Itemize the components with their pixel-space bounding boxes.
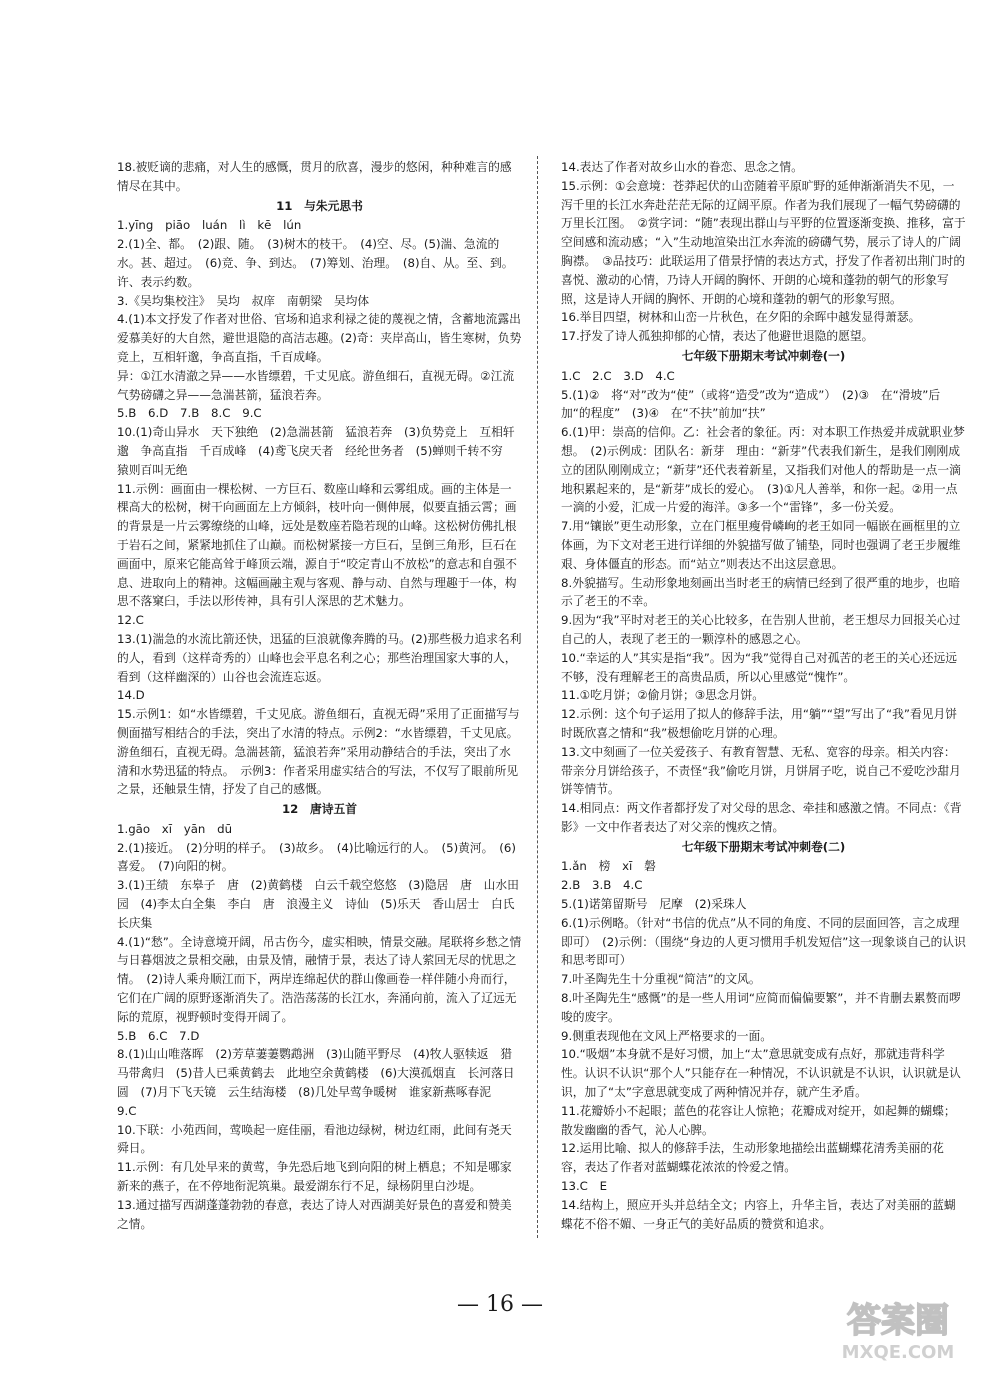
answer-line: 8.外貌描写。生动形象地刻画出当时老王的病情已经到了很严重的地步，也暗示了老王的不幸。 — [561, 575, 960, 609]
answer-line: 14.D — [117, 688, 145, 703]
answer-line: 17.抒发了诗人孤独抑郁的心情，表达了他避世退隐的愿望。 — [561, 329, 874, 344]
answer-line: 13.C E — [561, 1179, 608, 1194]
answer-line: 15.示例：①会意境：苍莽起伏的山峦随着平原旷野的延伸渐渐消失不见，一泻千里的长江水奔赴茫茫无际的辽阔平原。作者为我们展现了一幅气势磅礴的万里长江图。 ②赏字词：“随”表现出群山与平野的位置逐渐变换、推移，富于空间感和流动感；“入”生动地渲染出江水奔流的磅礴气势，展示了诗人的广阔胸襟。 ③品技巧：此联运用了借景抒情的表达方式，抒发了作者初出荆门时的喜悦、激动的心情，乃诗人开阔的胸怀、开朗的心境和蓬勃的朝气的形象写照，这是诗人开阔的胸怀、开朗的心境和蓬勃的朝气的形象写照。 — [561, 178, 966, 306]
answer-line: 1.yīng piāo luán lì kē lún — [117, 218, 302, 233]
answer-line: 11.①吃月饼；②偷月饼；③思念月饼。 — [561, 688, 765, 703]
answer-line: 11.示例：有几处早来的黄莺，争先恐后地飞到向阳的树上栖息；不知是哪家新来的燕子，在不停地衔泥筑巢。最爱湖东行不足，绿杨阴里白沙堤。 — [117, 1160, 512, 1194]
column-divider — [537, 156, 538, 1238]
answer-line: 18.被贬谪的悲痛，对人生的感慨，贯月的欣喜，漫步的悠闲，种种难言的感情尽在其中。 — [117, 160, 512, 193]
watermark-logo — [808, 1296, 988, 1366]
answer-line: 9.侧重表现他在文风上严格要求的一面。 — [561, 1028, 772, 1043]
answer-line: 5.B 6.C 7.D — [117, 1028, 200, 1043]
left-column — [117, 158, 522, 1233]
section-heading: 11 与朱元思书 — [276, 198, 363, 213]
answer-line: 6.(1)甲：崇高的信仰。乙：社会者的象征。丙：对本职工作热爱并成就职业梦想。 (2)示例成：团队名：新芽 理由：“新芽”代表我们新生，是我们刚刚成立的团队刚刚成立；“新芽”还代表着新星，又指我们对他人的帮助是一点一滴地积累起来的，是“新芽”成长的爱心。 (3)①凡人善举，和你一起。②用一点一滴的小爱，汇成一片爱的海洋。③多一个“雷锋”，多一份关爱。 — [561, 425, 965, 515]
watermark-domain: MXQE.COM — [841, 1342, 955, 1363]
answer-line: 13.(1)湍急的水流比箭还快，迅猛的巨浪就像奔腾的马。(2)那些极力追求名利的人，看到（这样奇秀的）山峰也会平息名利之心；那些治理国家大事的人，看到（这样幽深的）山谷也会流连忘返。 — [117, 631, 522, 684]
answer-line: 2.(1)全、都。 (2)跟、随。 (3)树木的枝干。 (4)空、尽。(5)湍、急流的水。甚、超过。 (6)竞、争、到达。 (7)筹划、治理。 (8)自、从。至、到。许、表示约数。 — [117, 237, 514, 289]
answer-line: 14.表达了作者对故乡山水的眷恋、思念之情。 — [561, 160, 803, 174]
answer-line: 异：①江水清澈之异——水皆缥碧，千丈见底。游鱼细石，直视无碍。②江流气势磅礴之异——急湍甚箭，猛浪若奔。 — [117, 368, 515, 402]
answer-line: 9.因为“我”平时对老王的关心比较多，在告别人世前，老王想尽力回报关心过自己的人，表现了老王的一颗淳朴的感恩之心。 — [561, 613, 961, 646]
answer-line: 8.叶圣陶先生“感慨”的是一些人用词“应简而偏偏要繁”，并不肯删去累赘而啰唆的废字。 — [561, 991, 961, 1024]
answer-line: 10.下联：小苑西间，莺唤起一庭佳丽，看池边绿树，树边红雨，此间有尧天舜日。 — [117, 1122, 512, 1156]
answer-line: 1.ǎn 榜 xī 磐 — [561, 859, 656, 874]
answer-line: 12.示例：这个句子运用了拟人的修辞手法，用“躺”“望”写出了“我”看见月饼时既欣喜之情和“我”极想偷吃月饼的心理。 — [561, 707, 957, 740]
answer-line: 11.花瓣娇小不起眼；蓝色的花容让人惊艳；花瓣成对绽开，如起舞的蝴蝶；散发幽幽的香气，沁人心脾。 — [561, 1103, 956, 1137]
answer-line: 4.(1)本文抒发了作者对世俗、官场和追求利禄之徒的蔑视之情，含蓄地流露出爱慕美好的大自然，避世退隐的高洁志趣。(2)奇：夹岸高山，皆生寒树，负势竞上，互相轩邈，争高直指，千百成峰。 — [117, 312, 522, 364]
answer-line: 5.(1)② 将“对”改为“使”（或将“造受”改为“造成”） (2)③ 在“滑坡”后加“的程度” (3)④ 在“不扶”前加“扶” — [561, 387, 941, 421]
answer-line: 2.B 3.B 4.C — [561, 878, 643, 893]
answer-line: 6.(1)示例略。（针对“书信的优点”从不同的角度、不同的层面回答，言之成理即可） (2)示例：（围绕“身边的人更习惯用手机发短信”这一现象谈自己的认识和思考即可） — [561, 915, 966, 968]
answer-line: 3.《吴均集校注》 吴均 叔庠 南朝梁 吴均体 — [117, 293, 370, 308]
answer-line: 11.示例：画面由一棵松树、一方巨石、数座山峰和云雾组成。画的主体是一棵高大的松树，树干向画面左上方倾斜，枝叶向一侧伸展，似要直插云霄；画的背景是一片云雾缭绕的山峰，远处是数座若隐若现的山峰。这松树仿佛扎根于岩石之间，紧紧地抓住了山巅。而松树紧接一方巨石，呈倒三角形，巨石在画面中，原来它能高耸于峰顶云端，源自于“咬定青山不放松”的意志和自强不息、进取向上的精神。这幅画融主观与客观、静与动、自然与理趣于一体，构思不落窠臼，手法以形传神，具有引人深思的艺术魅力。 — [117, 481, 517, 609]
answer-line: 10.(1)奇山异水 天下独绝 (2)急湍甚箭 猛浪若奔 (3)负势竞上 互相轩邈 争高直指 千百成峰 (4)鸢飞戾天者 经纶世务者 (5)蝉则千转不穷 猿则百叫无绝 — [117, 425, 515, 477]
answer-line: 12.C — [117, 613, 144, 628]
answer-line: 9.C — [117, 1103, 137, 1118]
answer-line: 1.gāo xī yān dū — [117, 821, 233, 836]
answer-line: 10.“吸烟”本身就不是好习惯，加上“太”意思就变成有点好，那就违背科学性。认识不认识“那个人”只能存在一种情况，不认识就是不认识，认识就是认识，加了“太”字意思就变成了两种情况并存，就产生矛盾。 — [561, 1047, 961, 1100]
answer-line: 13.通过描写西湖蓬蓬勃勃的春意，表达了诗人对西湖美好景色的喜爱和赞美之情。 — [117, 1197, 512, 1231]
section-heading: 七年级下册期末考试冲刺卷(二) — [681, 839, 846, 854]
answer-line: 14.相同点：两文作者都抒发了对父母的思念、牵挂和感激之情。不同点：《背影》一文中作者表达了对父亲的愧疚之情。 — [561, 801, 962, 834]
answer-line: 7.叶圣陶先生十分重视“简洁”的文风。 — [561, 972, 761, 987]
answer-line: 10.“幸运的人”其实是指“我”。因为“我”觉得自己对孤苦的老王的关心还远远不够，没有理解老王的高贵品质，所以心里感觉“愧怍”。 — [561, 650, 957, 684]
answer-line: 3.(1)王绩 东皋子 唐 (2)黄鹤楼 白云千载空悠悠 (3)隐居 唐 山水田园 (4)李太白全集 李白 唐 浪漫主义 诗仙 (5)乐天 香山居士 白氏长庆集 — [117, 878, 519, 930]
answer-line: 4.(1)“愁”。全诗意境开阔，吊古伤今，虚实相映，情景交融。尾联将乡愁之情与日暮烟波之景相交融，由景及情，融情于景，表达了诗人萦回无尽的忧思之情。 (2)诗人乘舟顺江而下，两岸连绵起伏的群山像画卷一样伴随小舟而行，它们在广阔的原野逐渐消失了。浩浩荡荡的长江水，奔涌向前，流入了辽远无际的荒原，视野顿时变得开阔了。 — [117, 934, 522, 1024]
answer-line: 1.C 2.C 3.D 4.C — [561, 368, 675, 383]
answer-line: 2.(1)接近。 (2)分明的样子。 (3)故乡。 (4)比喻远行的人。 (5)黄河。 (6)喜爱。 (7)向阳的树。 — [117, 840, 516, 874]
answer-line: 12.运用比喻、拟人的修辞手法，生动形象地描绘出蓝蝴蝶花清秀美丽的花容，表达了作者对蓝蝴蝶花浓浓的怜爱之情。 — [561, 1141, 944, 1175]
section-heading: 七年级下册期末考试冲刺卷(一) — [681, 348, 846, 363]
right-column — [561, 158, 966, 1233]
answer-line: 5.(1)诺第留斯号 尼摩 (2)采珠人 — [561, 897, 747, 912]
answer-line: 16.举目四望，树林和山峦一片秋色，在夕阳的余晖中越发显得萧瑟。 — [561, 310, 921, 325]
answer-line: 14.结构上，照应开头并总结全文；内容上，升华主旨，表达了对美丽的蓝蝴蝶花不俗不媚、一身正气的美好品质的赞赏和追求。 — [561, 1197, 956, 1231]
answer-line: 13.文中刻画了一位关爱孩子、有教育智慧、无私、宽容的母亲。相关内容：带亲分月饼给孩子，不责怪“我”偷吃月饼，月饼屑子吃，说自己不爱吃沙甜月饼等情节。 — [561, 744, 961, 797]
page-number: — 16 — — [457, 1292, 543, 1317]
watermark-title: 答案圈 — [847, 1301, 949, 1341]
section-heading: 12 唐诗五首 — [281, 802, 358, 817]
answer-line: 8.(1)山山唯落晖 (2)芳草萋萋鹦鹉洲 (3)山随平野尽 (4)牧人驱犊返 猎马带禽归 (5)昔人已乘黄鹤去 此地空余黄鹤楼 (6)大漠孤烟直 长河落日圆 (7)月下飞天镜 云生结海楼 (8)几处早莺争暖树 谁家新燕啄春泥 — [117, 1047, 515, 1100]
answer-line: 7.用“镶嵌”更生动形象，立在门框里瘦骨嶙峋的老王如同一幅嵌在画框里的立体画，为下文对老王进行详细的外貌描写做了铺垫，同时也强调了老王步履维艰、身体僵直的形态。而“站立”则表达不出这层意思。 — [561, 519, 961, 571]
answer-line: 5.B 6.D 7.B 8.C 9.C — [117, 406, 262, 421]
answer-line: 15.示例1：如“水皆缥碧，千丈见底。游鱼细石，直视无碍”采用了正面描写与侧面描写相结合的手法，突出了水清的特点。示例2：“水皆缥碧，千丈见底。游鱼细石，直视无碍。急湍甚箭，猛浪若奔”采用动静结合的手法，突出了水清和水势迅猛的特点。 示例3：作者采用虚实结合的写法，不仅写了眼前所见之景，还触景生情，抒发了自己的感慨。 — [117, 707, 520, 797]
